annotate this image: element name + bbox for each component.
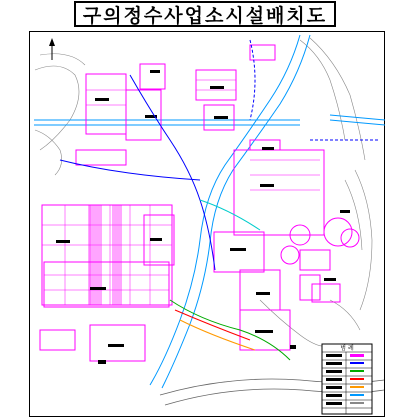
filter-bed-grid — [42, 80, 320, 305]
north-arrow-icon — [49, 38, 55, 60]
legend-table — [322, 344, 372, 414]
legend-header: 범 례 — [340, 345, 354, 352]
map-title: 구의정수사업소시설배치도 — [82, 4, 328, 27]
buildings — [40, 45, 359, 361]
